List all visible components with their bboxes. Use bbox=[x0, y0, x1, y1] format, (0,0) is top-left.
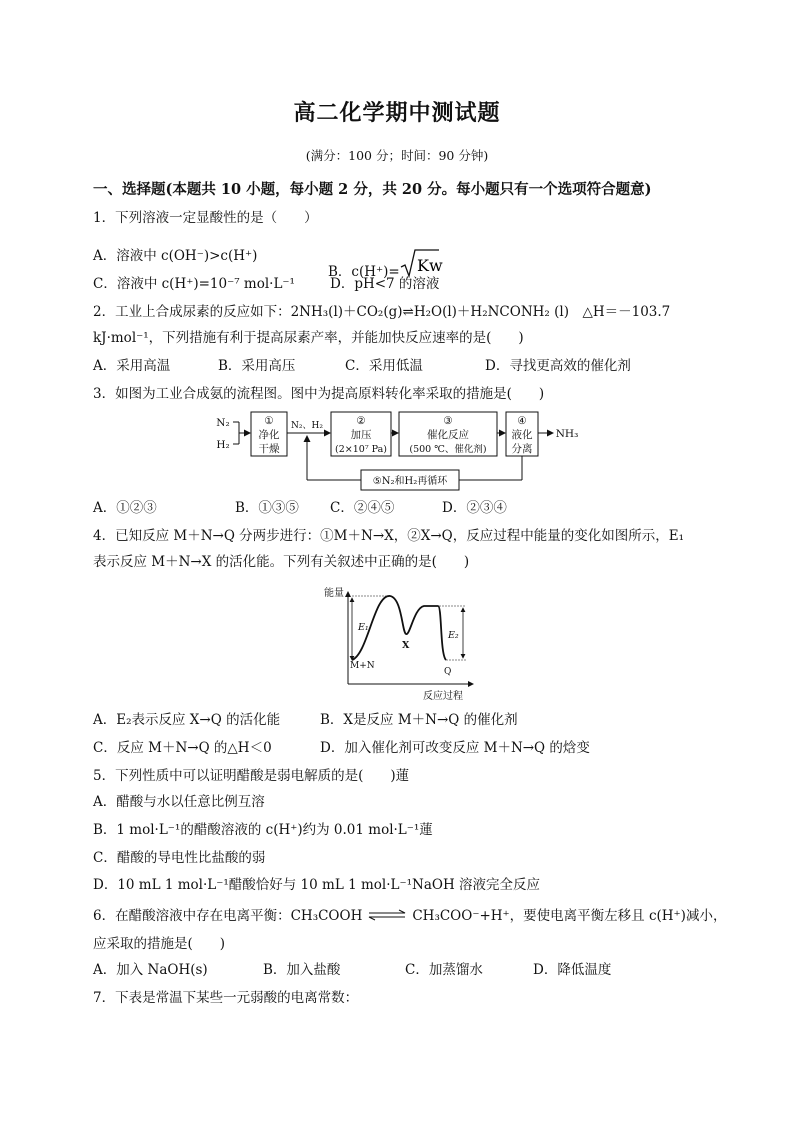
question-6-option-d: D．降低温度 bbox=[533, 962, 612, 978]
question-2-line-1: 2．工业上合成尿素的反应如下：2NH₃(l)＋CO₂(g)⇌H₂O(l)＋H₂NCONH₂ (l) △H＝－103.7 bbox=[93, 304, 671, 320]
question-5-option-b: B．1 mol·L⁻¹的醋酸溶液的 c(H⁺)约为 0.01 mol·L⁻¹蓮 bbox=[93, 822, 433, 838]
step-3-number: ③ bbox=[443, 415, 453, 427]
step-1-label: 净化 bbox=[258, 429, 280, 441]
step-1-number: ① bbox=[264, 415, 274, 427]
e2-label: E₂ bbox=[448, 630, 459, 641]
question-4-line-1: 4．已知反应 M＋N→Q 分两步进行：①M＋N→X，②X→Q，反应过程中能量的变化如图所示，E₁ bbox=[93, 528, 684, 544]
option-b-prefix: B．c(H⁺)= bbox=[328, 264, 400, 280]
question-2-option-d: D．寻找更高效的催化剂 bbox=[485, 358, 631, 374]
question-1-stem: 1．下列溶液一定显酸性的是（ ） bbox=[93, 210, 318, 226]
question-2-option-c: C．采用低温 bbox=[345, 358, 423, 374]
question-1-option-a: A．溶液中 c(OH⁻)>c(H⁺) bbox=[93, 248, 258, 264]
page-title: 高二化学期中测试题 bbox=[293, 100, 501, 126]
ammonia-flow-diagram bbox=[215, 408, 595, 498]
question-5-option-a: A．醋酸与水以任意比例互溶 bbox=[93, 794, 265, 810]
mixed-gas-label: N₂、H₂ bbox=[291, 421, 323, 431]
question-5-stem: 5．下列性质中可以证明醋酸是弱电解质的是( )蓮 bbox=[93, 768, 410, 784]
question-4-option-b: B．X是反应 M＋N→Q 的催化剂 bbox=[320, 712, 518, 728]
x-axis-label: 反应过程 bbox=[423, 691, 463, 702]
question-1-option-d: D．pH<7 的溶液 bbox=[330, 276, 440, 292]
question-5-option-c: C．醋酸的导电性比盐酸的弱 bbox=[93, 850, 266, 866]
step-2-label-2: (2×10⁷ Pa) bbox=[335, 444, 387, 455]
question-4-option-d: D．加入催化剂可改变反应 M＋N→Q 的焓变 bbox=[320, 740, 590, 756]
section-heading: 一、选择题(本题共 10 小题，每小题 2 分，共 20 分。每小题只有一个选项符合题意) bbox=[93, 181, 652, 198]
output-nh3: NH₃ bbox=[555, 428, 579, 440]
step-3-label: 催化反应 bbox=[427, 429, 469, 441]
question-2-option-b: B．采用高压 bbox=[218, 358, 296, 374]
e1-label: E₁ bbox=[358, 622, 369, 633]
step-4-number: ④ bbox=[517, 415, 527, 427]
question-6-option-b: B．加入盐酸 bbox=[263, 962, 341, 978]
question-7-stem: 7．下表是常温下某些一元弱酸的电离常数： bbox=[93, 990, 359, 1006]
step-1-label-2: 干燥 bbox=[258, 443, 280, 455]
question-4-option-c: C．反应 M＋N→Q 的△H＜0 bbox=[93, 740, 272, 756]
question-6-line-1-b: CH₃COO⁻+H⁺，要使电离平衡左移且 c(H⁺)减小， bbox=[412, 908, 727, 924]
step-4-label-2: 分离 bbox=[511, 443, 533, 455]
question-3-option-b: B．①③⑤ bbox=[235, 500, 299, 516]
question-4-option-a: A．E₂表示反应 X→Q 的活化能 bbox=[93, 712, 281, 728]
product-q-label: Q bbox=[444, 667, 452, 677]
kw-radicand: Kw bbox=[416, 256, 443, 275]
step-3-label-2: (500 ℃、催化剂) bbox=[409, 444, 487, 455]
equilibrium-arrows bbox=[368, 907, 406, 927]
recycle-label: ⑤N₂和H₂再循环 bbox=[372, 476, 448, 487]
question-3-option-c: C．②④⑤ bbox=[330, 500, 395, 516]
question-1-option-c: C．溶液中 c(H⁺)=10⁻⁷ mol·L⁻¹ bbox=[93, 276, 295, 292]
question-6-line-1 bbox=[93, 906, 726, 927]
intermediate-x-label: X bbox=[402, 640, 410, 651]
question-3-option-d: D．②③④ bbox=[442, 500, 507, 516]
step-2-number: ② bbox=[356, 415, 366, 427]
step-4-label: 液化 bbox=[511, 429, 533, 441]
question-3-stem: 3．如图为工业合成氨的流程图。图中为提高原料转化率采取的措施是( ) bbox=[93, 386, 545, 402]
y-axis-label: 能量 bbox=[324, 588, 344, 599]
question-4-line-2: 表示反应 M＋N→X 的活化能。下列有关叙述中正确的是( ) bbox=[93, 554, 470, 570]
question-6-line-2: 应采取的措施是( ) bbox=[93, 936, 226, 952]
step-2-label: 加压 bbox=[350, 429, 372, 441]
question-2-line-2: kJ·mol⁻¹，下列措施有利于提高尿素产率，并能加快反应速率的是( ) bbox=[93, 330, 524, 346]
exam-subtitle: (满分：100 分；时间：90 分钟) bbox=[305, 148, 489, 163]
question-3-option-a: A．①②③ bbox=[93, 500, 157, 516]
question-5-option-d: D．10 mL 1 mol·L⁻¹醋酸恰好与 10 mL 1 mol·L⁻¹NaOH 溶液完全反应 bbox=[93, 877, 541, 893]
energy-profile-diagram bbox=[318, 584, 478, 704]
input-n2: N₂ bbox=[216, 417, 230, 429]
reactants-label: M+N bbox=[350, 661, 375, 671]
question-6-option-c: C．加蒸馏水 bbox=[405, 962, 483, 978]
question-2-option-a: A．采用高温 bbox=[93, 358, 171, 374]
question-6-option-a: A．加入 NaOH(s) bbox=[93, 962, 208, 978]
question-6-line-1-a: 6．在醋酸溶液中存在电离平衡：CH₃COOH bbox=[93, 908, 363, 924]
input-h2: H₂ bbox=[216, 439, 230, 451]
